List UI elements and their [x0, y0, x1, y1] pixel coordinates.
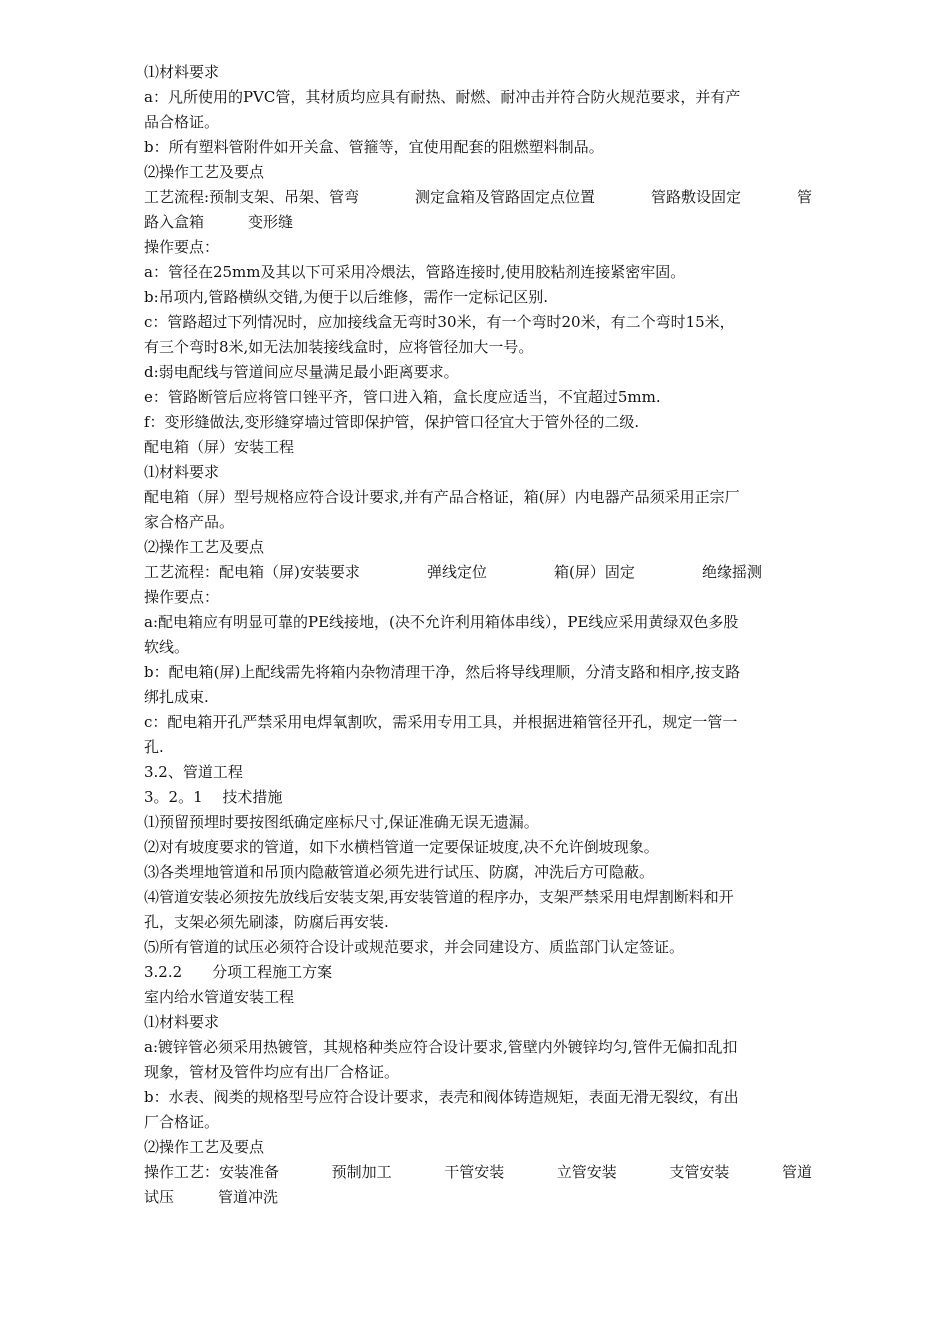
- process-step: 试压: [144, 1188, 175, 1206]
- heading-operation-points: 操作要点：: [144, 588, 220, 606]
- process-flow-row: [144, 560, 812, 585]
- paragraph-line: 孔.: [144, 738, 164, 756]
- paragraph-line: f：变形缝做法,变形缝穿墙过管即保护管，保护管口径宜大于管外径的二级.: [144, 413, 640, 431]
- paragraph-line: 软线。: [144, 638, 190, 656]
- process-step: 预制加工: [331, 1163, 392, 1181]
- paragraph-line: ⑷管道安装必须按先放线后安装支架,再安装管道的程序办，支架严禁采用电焊割断料和开: [144, 888, 734, 906]
- paragraph-line: b：配电箱(屏)上配线需先将箱内杂物清理干净，然后将导线理顺，分清支路和相序,按支路: [144, 663, 741, 681]
- process-step: 管道: [781, 1163, 812, 1181]
- paragraph-line: a：管径在25mm及其以下可采用冷煨法，管路连接时,使用胶粘剂连接紧密牢固。: [144, 263, 686, 281]
- process-step: 立管安装: [556, 1163, 617, 1181]
- process-step: 管路敷设固定: [650, 188, 741, 206]
- process-flow-row: [144, 1185, 812, 1210]
- paragraph-line: e：管路断管后应将管口锉平齐，管口进入箱，盒长度应适当，不宜超过5mm.: [144, 388, 661, 406]
- paragraph-line: 现象，管材及管件均应有出厂合格证。: [144, 1063, 400, 1081]
- process-flow-row: [144, 210, 812, 235]
- paragraph-line: b：水表、阀类的规格型号应符合设计要求，表壳和阀体铸造规矩，表面无滑无裂纹，有出: [144, 1088, 739, 1106]
- process-step: 测定盒箱及管路固定点位置: [415, 188, 596, 206]
- process-step: 干管安装: [444, 1163, 505, 1181]
- paragraph-line: ⑴预留预埋时要按图纸确定座标尺寸,保证准确无误无遗漏。: [144, 813, 539, 831]
- paragraph-line: 孔，支架必须先刷漆，防腐后再安装.: [144, 913, 389, 931]
- process-step: 工艺流程:预制支架、吊架、管弯: [144, 188, 360, 206]
- paragraph-line: ⑵对有坡度要求的管道，如下水横档管道一定要保证坡度,决不允许倒坡现象。: [144, 838, 659, 856]
- heading-material-requirements: ⑴材料要求: [144, 1013, 220, 1031]
- process-flow-row: [144, 185, 812, 210]
- process-step: 路入盒箱: [144, 213, 205, 231]
- process-step: 弹线定位: [426, 563, 487, 581]
- paragraph-line: 绑扎成束.: [144, 688, 209, 706]
- process-step: 工艺流程：配电箱（屏)安装要求: [144, 563, 360, 581]
- paragraph-line: b:吊项内,管路横纵交错,为便于以后维修，需作一定标记区别.: [144, 288, 548, 306]
- process-flow-row: [144, 1160, 812, 1185]
- heading-process-points: ⑵操作工艺及要点: [144, 163, 265, 181]
- heading-operation-points: 操作要点：: [144, 238, 220, 256]
- section-heading: 3.2、管道工程: [144, 763, 243, 781]
- subsection-heading: 3.2.2 分项工程施工方案: [144, 963, 333, 981]
- process-step: 支管安装: [669, 1163, 730, 1181]
- paragraph-line: 家合格产品。: [144, 513, 235, 531]
- paragraph-line: a:镀锌管必须采用热镀管，其规格种类应符合设计要求,管壁内外镀锌均匀,管件无偏扣乱扣: [144, 1038, 738, 1056]
- heading-process-points: ⑵操作工艺及要点: [144, 1138, 265, 1156]
- subsection-heading: 3。2。1 技术措施: [144, 788, 283, 806]
- process-step: 管: [796, 188, 812, 206]
- paragraph-line: c：配电箱开孔严禁采用电焊氧割吹，需采用专用工具，并根据进箱管径开孔，规定一管一: [144, 713, 738, 731]
- paragraph-line: ⑸所有管道的试压必须符合设计或规范要求，并会同建设方、质监部门认定签证。: [144, 938, 685, 956]
- paragraph-line: 厂合格证。: [144, 1113, 220, 1131]
- paragraph-line: a：凡所使用的PVC管，其材质均应具有耐热、耐燃、耐冲击并符合防火规范要求，并有产: [144, 88, 741, 106]
- document-page: [144, 60, 812, 1210]
- heading-material-requirements: ⑴材料要求: [144, 463, 220, 481]
- paragraph-line: c：管路超过下列情况时，应加接线盒无弯时30米，有一个弯时20米，有二个弯时15米，: [144, 313, 735, 331]
- paragraph-line: d:弱电配线与管道间应尽量满足最小距离要求。: [144, 363, 459, 381]
- process-step: 变形缝: [248, 213, 294, 231]
- process-step: 箱(屏）固定: [554, 563, 635, 581]
- heading-process-points: ⑵操作工艺及要点: [144, 538, 265, 556]
- paragraph-line: a:配电箱应有明显可靠的PE线接地，(决不允许利用箱体串线），PE线应采用黄绿双色多股: [144, 613, 739, 631]
- process-step: 操作工艺：安装准备: [144, 1163, 280, 1181]
- paragraph-line: 有三个弯时8米,如无法加装接线盒时，应将管径加大一号。: [144, 338, 534, 356]
- section-heading: 配电箱（屏）安装工程: [144, 438, 295, 456]
- paragraph-line: 配电箱（屏）型号规格应符合设计要求,并有产品合格证，箱(屏）内电器产品须采用正宗厂: [144, 488, 740, 506]
- paragraph-line: b：所有塑料管附件如开关盒、管箍等，宜使用配套的阻燃塑料制品。: [144, 138, 604, 156]
- paragraph-line: ⑶各类埋地管道和吊顶内隐蔽管道必须先进行试压、防腐，冲洗后方可隐蔽。: [144, 863, 655, 881]
- paragraph-line: 品合格证。: [144, 113, 220, 131]
- process-step: 绝缘摇测: [701, 563, 762, 581]
- heading-material-requirements: ⑴材料要求: [144, 63, 220, 81]
- section-heading: 室内给水管道安装工程: [144, 988, 295, 1006]
- process-step: 管道冲洗: [218, 1188, 279, 1206]
